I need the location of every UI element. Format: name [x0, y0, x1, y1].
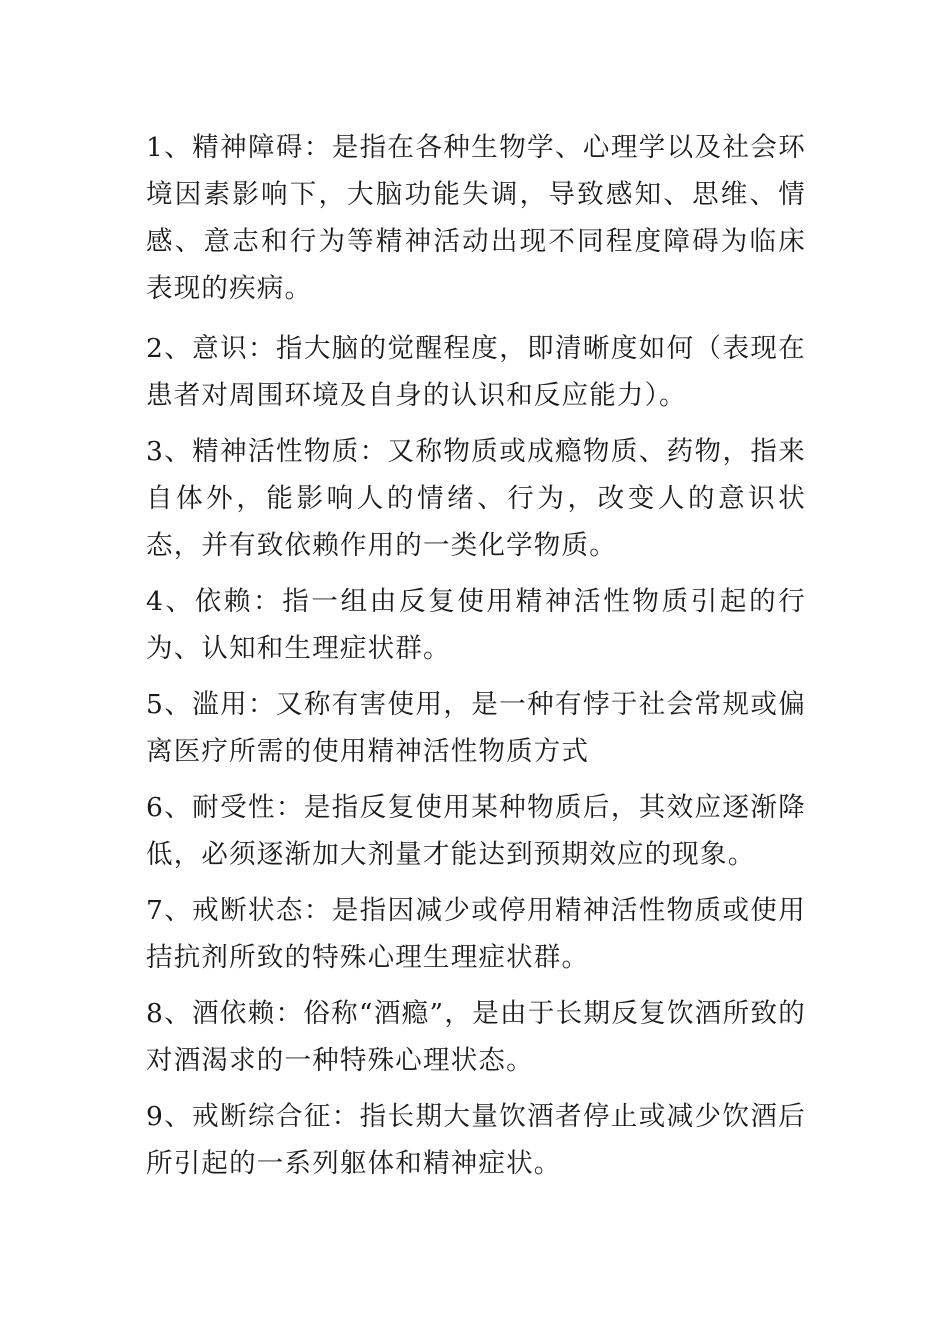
definition-2: 2、意识：指大脑的觉醒程度，即清晰度如何（表现在患者对周围环境及自身的认识和反应能力）。 [146, 333, 806, 411]
definition-4: 4、依赖：指一组由反复使用精神活性物质引起的行为、认知和生理症状群。 [146, 586, 806, 664]
definition-5: 5、滥用：又称有害使用，是一种有悖于社会常规或偏离医疗所需的使用精神活性物质方式 [146, 689, 806, 767]
definitions-list [146, 124, 806, 1196]
definition-9: 9、戒断综合征：指长期大量饮酒者停止或减少饮酒后所引起的一系列躯体和精神症状。 [146, 1101, 806, 1179]
definition-8: 8、酒依赖：俗称“酒瘾”，是由于长期反复饮酒所致的对酒渴求的一种特殊心理状态。 [146, 998, 806, 1076]
definition-3: 3、精神活性物质：又称物质或成瘾物质、药物，指来自体外，能影响人的情绪、行为，改变人的意识状态，并有致依赖作用的一类化学物质。 [146, 436, 806, 561]
definition-1: 1、精神障碍：是指在各种生物学、心理学以及社会环境因素影响下，大脑功能失调，导致感知、思维、情感、意志和行为等精神活动出现不同程度障碍为临床表现的疾病。 [146, 132, 806, 304]
definition-6: 6、耐受性：是指反复使用某种物质后，其效应逐渐降低，必须逐渐加大剂量才能达到预期效应的现象。 [146, 792, 806, 870]
definition-7: 7、戒断状态：是指因减少或停用精神活性物质或使用拮抗剂所致的特殊心理生理症状群。 [146, 895, 806, 973]
